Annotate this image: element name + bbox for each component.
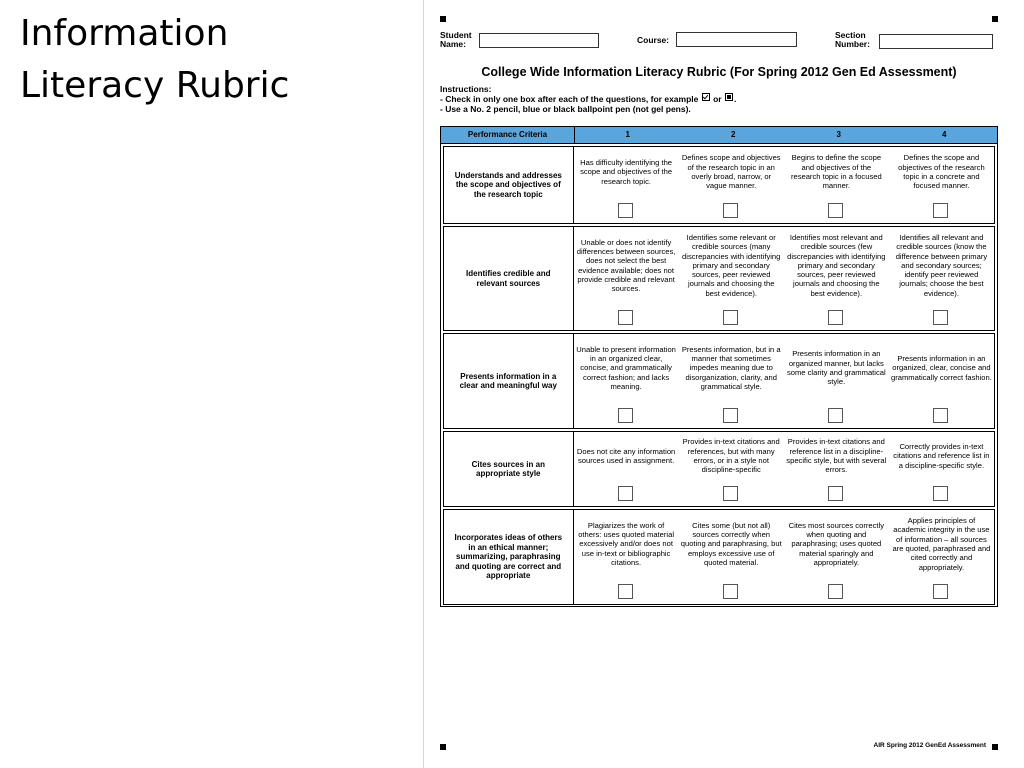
score-checkbox[interactable] xyxy=(933,203,948,218)
level-description: Plagiarizes the work of others: uses quoted material excessively and/or does not use in-text or bibliographic citations. xyxy=(578,520,675,567)
score-checkbox[interactable] xyxy=(618,310,633,325)
score-checkbox[interactable] xyxy=(828,203,843,218)
score-checkbox[interactable] xyxy=(723,584,738,599)
section-number-label-line-2: Number: xyxy=(835,39,870,49)
slide-title-line-2: Literacy Rubric xyxy=(20,65,290,106)
rubric-row-ethics xyxy=(443,509,995,605)
level-4-cell xyxy=(889,334,994,428)
student-name-label xyxy=(440,31,472,49)
instruction-1 xyxy=(440,94,736,104)
level-description: Unable to present information in an organized clear, concise, and grammatically correct fashion; and lacks meaning. xyxy=(576,344,676,391)
level-description: Defines scope and objectives of the research topic in an overly broad, narrow, or vague manner. xyxy=(681,153,781,191)
registration-mark-top-left xyxy=(440,16,446,22)
level-2-cell xyxy=(679,510,784,604)
level-description: Presents information in an organized, clear, concise and grammatically correct fashion. xyxy=(890,354,992,382)
level-description: Begins to define the scope and objectives of the research topic in a focused manner. xyxy=(790,153,882,191)
header-level-3: 3 xyxy=(836,130,841,139)
level-3-cell xyxy=(784,432,889,506)
instruction-1-prefix: - Check in only one box after each of the questions, for example xyxy=(440,94,699,104)
level-description: Applies principles of academic integrity in the use of information – all sources are quoted, paraphrased and cited correctly and appropriately. xyxy=(892,516,991,572)
level-2-cell xyxy=(679,147,784,223)
level-description: Correctly provides in-text citations and reference list in a discipline-specific style. xyxy=(893,442,990,470)
score-checkbox[interactable] xyxy=(828,486,843,501)
level-2-cell xyxy=(679,432,784,506)
level-3-cell xyxy=(784,334,889,428)
level-3-cell xyxy=(784,147,889,223)
score-checkbox[interactable] xyxy=(828,310,843,325)
slide-divider xyxy=(423,0,424,768)
instructions xyxy=(440,84,736,114)
checked-box-example-icon xyxy=(702,93,710,101)
level-description: Identifies all relevant and credible sources (know the difference between primary and secondary sources; identify peer reviewed journals; choose the best evidence). xyxy=(895,232,988,298)
level-4-cell xyxy=(889,510,994,604)
filled-box-example-icon xyxy=(725,93,733,101)
score-checkbox[interactable] xyxy=(618,486,633,501)
score-checkbox[interactable] xyxy=(828,584,843,599)
level-3-cell xyxy=(784,227,889,330)
level-2-cell xyxy=(679,227,784,330)
level-1-cell xyxy=(574,147,679,223)
score-checkbox[interactable] xyxy=(723,310,738,325)
score-checkbox[interactable] xyxy=(828,408,843,423)
criterion-cell: Incorporates ideas of others in an ethical manner; summarizing, paraphrasing and quoting are correct and appropriate xyxy=(444,510,574,604)
rubric-row-scope xyxy=(443,146,995,224)
level-1-cell xyxy=(574,227,679,330)
score-checkbox[interactable] xyxy=(618,203,633,218)
level-description: Defines the scope and objectives of the research topic in a concrete and focused manner. xyxy=(898,153,985,191)
score-checkbox[interactable] xyxy=(933,486,948,501)
level-1-cell xyxy=(574,334,679,428)
score-checkbox[interactable] xyxy=(723,486,738,501)
instruction-1-suffix: . xyxy=(733,94,737,104)
course-input[interactable] xyxy=(676,32,797,47)
header-performance-criteria: Performance Criteria xyxy=(441,127,575,143)
score-checkbox[interactable] xyxy=(723,408,738,423)
level-4-cell xyxy=(889,147,994,223)
level-4-cell xyxy=(889,432,994,506)
registration-mark-top-right xyxy=(992,16,998,22)
level-description: Does not cite any information sources used in assignment. xyxy=(576,446,676,465)
level-description: Identifies most relevant and credible sources (few discrepancies with identifying primary and secondary sources, peer reviewed journals and choosing the best evidence). xyxy=(787,232,886,298)
header-level-4: 4 xyxy=(942,130,947,139)
level-description: Identifies some relevant or credible sources (many discrepancies with identifying primary and secondary sources, peer reviewed journals and choosing the best evidence). xyxy=(682,232,781,298)
level-description: Presents information, but in a manner that sometimes impedes meaning due to disorganization, clarity, and grammatical style. xyxy=(681,344,781,391)
criterion-cell: Cites sources in an appropriate style xyxy=(444,432,574,506)
level-description: Unable or does not identify differences between sources, does not select the best evidence available; does not provide credible and relevant sources. xyxy=(576,237,676,294)
instructions-heading: Instructions: xyxy=(440,84,492,94)
score-checkbox[interactable] xyxy=(723,203,738,218)
instruction-1-or: or xyxy=(713,94,722,104)
level-description: Has difficulty identifying the scope and objectives of the research topic. xyxy=(580,158,673,186)
level-1-cell xyxy=(574,510,679,604)
level-2-cell xyxy=(679,334,784,428)
score-checkbox[interactable] xyxy=(933,408,948,423)
criterion-cell: Presents information in a clear and meaningful way xyxy=(444,334,574,428)
course-label: Course: xyxy=(637,35,670,45)
slide-title xyxy=(20,8,400,112)
level-description: Cites most sources correctly when quoting and paraphrasing; uses quoted material sparingly and appropriately. xyxy=(788,520,884,567)
document-footer: AIR Spring 2012 GenEd Assessment xyxy=(873,742,986,749)
student-name-label-line-2: Name: xyxy=(440,39,466,49)
score-checkbox[interactable] xyxy=(618,408,633,423)
rubric-row-sources xyxy=(443,226,995,331)
registration-mark-bottom-right xyxy=(992,744,998,750)
level-4-cell xyxy=(889,227,994,330)
rubric-table xyxy=(440,126,998,607)
level-description: Provides in-text citations and references, but with many errors, or in a style not discipline-specific xyxy=(682,437,780,475)
section-number-label-line-1: Section xyxy=(835,30,866,40)
level-description: Presents information in an organized manner, but lacks some clarity and grammatical style. xyxy=(786,349,886,387)
instruction-2: - Use a No. 2 pencil, blue or black ballpoint pen (not gel pens). xyxy=(440,104,691,114)
registration-mark-bottom-left xyxy=(440,744,446,750)
document-title: College Wide Information Literacy Rubric (For Spring 2012 Gen Ed Assessment) xyxy=(481,65,957,79)
rubric-row-cites xyxy=(443,431,995,507)
section-number-input[interactable] xyxy=(879,34,993,49)
level-3-cell xyxy=(784,510,889,604)
header-level-2: 2 xyxy=(731,130,736,139)
level-1-cell xyxy=(574,432,679,506)
rubric-document xyxy=(438,0,1000,768)
section-number-label xyxy=(835,31,870,49)
header-level-1: 1 xyxy=(625,130,630,139)
rubric-row-presents xyxy=(443,333,995,429)
level-description: Provides in-text citations and reference list in a discipline-specific style, but with several errors. xyxy=(786,437,887,475)
score-checkbox[interactable] xyxy=(933,310,948,325)
slide-title-line-1: Information xyxy=(20,13,229,54)
level-description: Cites some (but not all) sources correctly when quoting and paraphrasing, but employs excessive use of quoted material. xyxy=(680,520,782,567)
score-checkbox[interactable] xyxy=(933,584,948,599)
student-name-label-line-1: Student xyxy=(440,30,472,40)
score-checkbox[interactable] xyxy=(618,584,633,599)
student-name-input[interactable] xyxy=(479,33,599,48)
criterion-cell: Understands and addresses the scope and objectives of the research topic xyxy=(444,147,574,223)
criterion-cell: Identifies credible and relevant sources xyxy=(444,227,574,330)
rubric-header-row xyxy=(441,127,997,144)
